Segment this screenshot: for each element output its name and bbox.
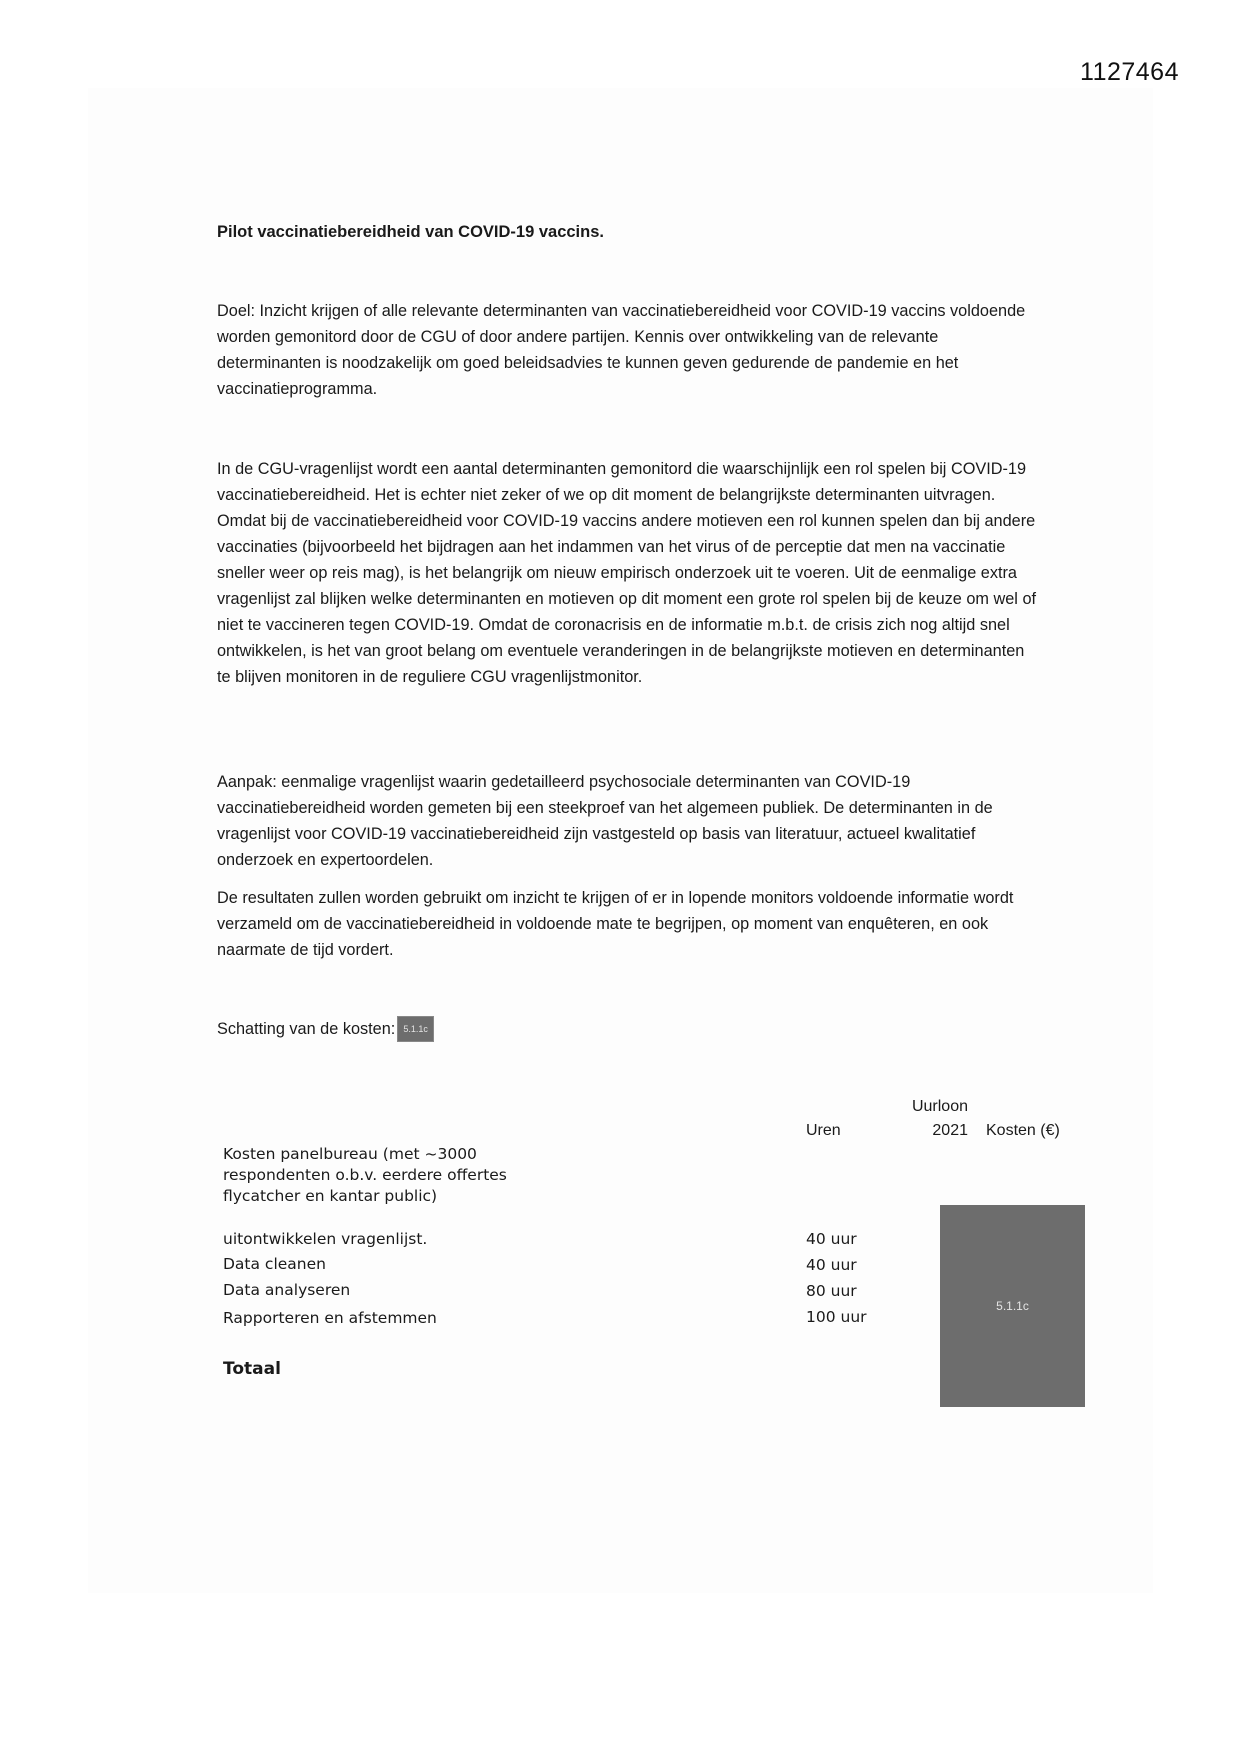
cost-estimate-label: Schatting van de kosten: (217, 1019, 396, 1038)
table-row-label: Kosten panelbureau (met ~3000 respondenten o.b.v. eerdere offertes flycatcher en kantar public) (223, 1145, 507, 1205)
paragraph-doel: Doel: Inzicht krijgen of alle relevante determinanten van vaccinatiebereidheid voor COVID-19 vaccins voldoende worden gemonitord door de CGU of door andere partijen. Kennis over ontwikkeling van de relevante determinanten is noodzakelijk om goed beleidsadvies te kunnen geven gedurende de pandemie en het vaccinatieprogramma. (217, 302, 1026, 398)
table-row-label: Data analyseren (223, 1281, 351, 1299)
document-id: 1127464 (1080, 58, 1179, 86)
cost-estimate-line (217, 1016, 434, 1042)
table-row-label: uitontwikkelen vragenlijst. (223, 1230, 428, 1248)
paragraph-aanpak: Aanpak: eenmalige vragenlijst waarin gedetailleerd psychosociale determinanten van COVID-19 vaccinatiebereidheid worden gemeten bij een steekproef van het algemeen publiek. De determinanten in de vragenlijst voor COVID-19 vaccinatiebereidheid zijn vastgesteld op basis van literatuur, actueel kwalitatief onderzoek en expertoordelen. (217, 773, 993, 869)
table-total-label: Totaal (223, 1359, 281, 1379)
redaction-box-costs: 5.1.1c (940, 1205, 1085, 1407)
table-row-hours: 40 uur (806, 1256, 857, 1274)
redaction-box-small: 5.1.1c (397, 1016, 434, 1042)
table-row-label: Data cleanen (223, 1255, 326, 1273)
header-hours: Uren (806, 1122, 841, 1139)
paragraph-resultaten: De resultaten zullen worden gebruikt om inzicht te krijgen of er in lopende monitors voldoende informatie wordt verzameld om de vaccinatiebereidheid in voldoende mate te begrijpen, op moment van enquêteren, en ook naarmate de tijd vordert. (217, 889, 1014, 959)
header-cost: Kosten (€) (986, 1122, 1060, 1139)
table-row-label: Rapporteren en afstemmen (223, 1309, 437, 1327)
header-wage-line1: Uurloon (911, 1098, 968, 1115)
table-row-hours: 100 uur (806, 1308, 867, 1326)
table-row-hours: 40 uur (806, 1230, 857, 1248)
paragraph-cgu-vragenlijst: In de CGU-vragenlijst wordt een aantal determinanten gemonitord die waarschijnlijk een rol spelen bij COVID-19 vaccinatiebereidheid. Het is echter niet zeker of we op dit moment de belangrijkste determinanten uitvragen. Omdat bij de vaccinatiebereidheid voor COVID-19 vaccins andere motieven een rol kunnen spelen dan bij andere vaccinaties (bijvoorbeeld het bijdragen aan het indammen van het virus of de perceptie dat men na vaccinatie sneller weer op reis mag), is het belangrijk om nieuw empirisch onderzoek uit te voeren. Uit de eenmalige extra vragenlijst zal blijken welke determinanten en motieven op dit moment een grote rol spelen bij de keuze om wel of niet te vaccineren tegen COVID-19. Omdat de coronacrisis en de informatie m.b.t. de crisis zich nog altijd snel ontwikkelen, is het van groot belang om eventuele veranderingen in de belangrijkste motieven en determinanten te blijven monitoren in de reguliere CGU vragenlijstmonitor. (217, 460, 1037, 686)
document-title: Pilot vaccinatiebereidheid van COVID-19 vaccins. (217, 223, 604, 241)
table-row-hours: 80 uur (806, 1282, 857, 1300)
header-wage-line2: 2021 (932, 1122, 968, 1139)
